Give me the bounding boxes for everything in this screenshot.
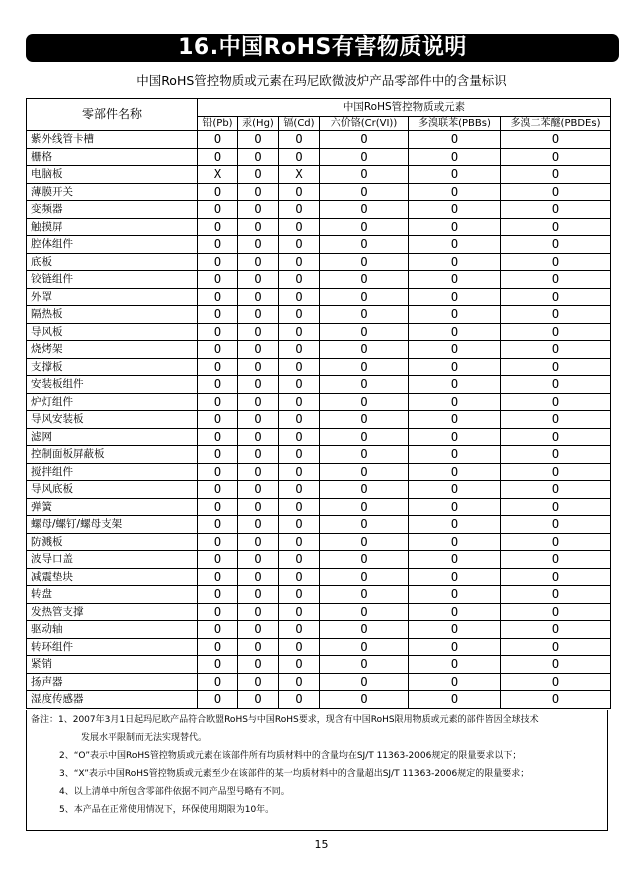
- substance-mark-cell: O: [279, 463, 320, 481]
- substance-mark-cell: O: [198, 341, 238, 359]
- table-row: [27, 376, 611, 394]
- substance-mark-cell: O: [279, 183, 320, 201]
- page-title: 16.中国RoHS有害物质说明: [178, 35, 467, 60]
- part-name-cell: 薄膜开关: [27, 183, 198, 201]
- substance-mark-cell: O: [198, 516, 238, 534]
- substance-mark-cell: O: [409, 481, 501, 499]
- substance-mark-cell: O: [409, 498, 501, 516]
- table-row: [27, 428, 611, 446]
- substance-mark-cell: O: [279, 603, 320, 621]
- substance-mark-cell: O: [238, 358, 279, 376]
- part-name-cell: 导风安装板: [27, 411, 198, 429]
- substance-mark-cell: O: [198, 656, 238, 674]
- substance-mark-cell: O: [320, 481, 409, 499]
- substance-mark-cell: O: [320, 428, 409, 446]
- substance-mark-cell: O: [501, 166, 611, 184]
- substance-mark-cell: O: [409, 183, 501, 201]
- substance-mark-cell: O: [501, 516, 611, 534]
- substance-mark-cell: O: [279, 358, 320, 376]
- substance-mark-cell: O: [198, 201, 238, 219]
- substance-mark-cell: O: [320, 166, 409, 184]
- substance-mark-cell: O: [198, 446, 238, 464]
- substance-mark-cell: O: [238, 446, 279, 464]
- substance-mark-cell: O: [279, 551, 320, 569]
- substance-mark-cell: O: [279, 673, 320, 691]
- substance-mark-cell: O: [409, 621, 501, 639]
- substance-mark-cell: O: [198, 271, 238, 289]
- table-row: [27, 516, 611, 534]
- substance-mark-cell: O: [409, 568, 501, 586]
- substance-mark-cell: O: [320, 148, 409, 166]
- substance-mark-cell: O: [320, 551, 409, 569]
- substance-mark-cell: O: [238, 656, 279, 674]
- part-name-cell: 扬声器: [27, 673, 198, 691]
- substance-mark-cell: O: [409, 358, 501, 376]
- part-name-cell: 外罩: [27, 288, 198, 306]
- part-name-cell: 螺母/螺钉/螺母支架: [27, 516, 198, 534]
- note-line-5: 5、本产品在正常使用情况下，环保使用期限为10年。: [59, 805, 275, 815]
- substance-mark-cell: O: [279, 218, 320, 236]
- part-name-cell: 底板: [27, 253, 198, 271]
- table-row: [27, 603, 611, 621]
- substance-mark-cell: O: [238, 498, 279, 516]
- substance-mark-cell: O: [501, 253, 611, 271]
- substance-mark-cell: O: [501, 306, 611, 324]
- substance-mark-cell: O: [320, 236, 409, 254]
- column-header: 多溴联苯(PBBs): [409, 117, 501, 131]
- substance-mark-cell: O: [409, 131, 501, 149]
- substance-mark-cell: O: [238, 253, 279, 271]
- substance-mark-cell: O: [198, 236, 238, 254]
- substance-mark-cell: O: [320, 516, 409, 534]
- part-name-cell: 隔热板: [27, 306, 198, 324]
- substance-mark-cell: O: [238, 673, 279, 691]
- substance-mark-cell: O: [501, 218, 611, 236]
- substance-mark-cell: O: [198, 638, 238, 656]
- part-name-cell: 转盘: [27, 586, 198, 604]
- table-row: [27, 463, 611, 481]
- page-number: 15: [314, 838, 329, 851]
- substance-mark-cell: O: [238, 148, 279, 166]
- substance-mark-cell: O: [409, 516, 501, 534]
- table-row: [27, 358, 611, 376]
- substance-mark-cell: O: [198, 551, 238, 569]
- part-name-cell: 导风板: [27, 323, 198, 341]
- substance-mark-cell: O: [198, 603, 238, 621]
- table-row: [27, 131, 611, 149]
- substance-mark-cell: O: [238, 586, 279, 604]
- substance-mark-cell: O: [320, 498, 409, 516]
- table-row: [27, 236, 611, 254]
- part-name-cell: 腔体组件: [27, 236, 198, 254]
- substance-mark-cell: X: [279, 166, 320, 184]
- table-row: [27, 673, 611, 691]
- substance-mark-cell: O: [409, 673, 501, 691]
- substance-mark-cell: O: [501, 393, 611, 411]
- substance-mark-cell: O: [501, 533, 611, 551]
- substance-mark-cell: O: [198, 253, 238, 271]
- substance-mark-cell: O: [238, 306, 279, 324]
- substance-mark-cell: O: [501, 498, 611, 516]
- part-name-cell: 防溅板: [27, 533, 198, 551]
- substance-mark-cell: O: [279, 428, 320, 446]
- note-line-1: 备注：1、2007年3月1日起玛尼欧产品符合欧盟RoHS与中国RoHS要求，现含有中国RoHS限用物质或元素的部件皆因全球技术: [31, 715, 539, 725]
- part-name-cell: 滤网: [27, 428, 198, 446]
- part-name-cell: 发热管支撑: [27, 603, 198, 621]
- table-row: [27, 533, 611, 551]
- substance-mark-cell: O: [501, 446, 611, 464]
- substance-mark-cell: O: [279, 148, 320, 166]
- substance-mark-cell: O: [320, 201, 409, 219]
- part-name-cell: 波导口盖: [27, 551, 198, 569]
- rohs-table: [26, 98, 611, 709]
- substance-mark-cell: O: [198, 673, 238, 691]
- substance-mark-cell: O: [409, 218, 501, 236]
- table-row: [27, 411, 611, 429]
- table-row: [27, 201, 611, 219]
- part-name-cell: 铰链组件: [27, 271, 198, 289]
- substance-mark-cell: O: [320, 621, 409, 639]
- substance-mark-cell: O: [501, 603, 611, 621]
- substance-mark-cell: O: [238, 393, 279, 411]
- substance-mark-cell: O: [409, 288, 501, 306]
- table-row: [27, 271, 611, 289]
- part-name-cell: 栅格: [27, 148, 198, 166]
- substance-mark-cell: O: [238, 621, 279, 639]
- note-line-1-cont: 发展水平限制而无法实现替代。: [81, 733, 208, 743]
- substance-mark-cell: O: [320, 341, 409, 359]
- substance-mark-cell: O: [238, 568, 279, 586]
- substance-mark-cell: O: [198, 586, 238, 604]
- substance-mark-cell: O: [320, 306, 409, 324]
- note-line-2: 2、“O”表示中国RoHS管控物质或元素在该部件所有均质材料中的含量均在SJ/T 11363-2006规定的限量要求以下；: [59, 751, 522, 761]
- column-header: 多溴二苯醚(PBDEs): [501, 117, 611, 131]
- substance-mark-cell: O: [320, 323, 409, 341]
- table-row: [27, 218, 611, 236]
- substance-mark-cell: O: [320, 603, 409, 621]
- column-header: 铅(Pb): [198, 117, 238, 131]
- substance-mark-cell: O: [279, 621, 320, 639]
- substance-mark-cell: O: [501, 288, 611, 306]
- substance-mark-cell: O: [501, 621, 611, 639]
- column-header: 六价铬(Cr(VI)): [320, 117, 409, 131]
- substance-mark-cell: O: [198, 621, 238, 639]
- substance-mark-cell: O: [198, 288, 238, 306]
- substance-mark-cell: O: [320, 271, 409, 289]
- table-row: [27, 568, 611, 586]
- substance-mark-cell: O: [409, 341, 501, 359]
- substance-mark-cell: O: [501, 586, 611, 604]
- substance-mark-cell: X: [198, 166, 238, 184]
- part-name-cell: 转环组件: [27, 638, 198, 656]
- table-row: [27, 288, 611, 306]
- substance-mark-cell: O: [198, 463, 238, 481]
- note-line-4: 4、以上清单中所包含零部件依据不同产品型号略有不同。: [59, 787, 290, 797]
- substance-mark-cell: O: [238, 463, 279, 481]
- substance-mark-cell: O: [320, 691, 409, 709]
- substance-mark-cell: O: [409, 306, 501, 324]
- substance-mark-cell: O: [320, 393, 409, 411]
- substance-mark-cell: O: [409, 586, 501, 604]
- substance-mark-cell: O: [409, 201, 501, 219]
- substance-mark-cell: O: [198, 411, 238, 429]
- substance-mark-cell: O: [279, 691, 320, 709]
- substance-mark-cell: O: [320, 446, 409, 464]
- substance-mark-cell: O: [320, 656, 409, 674]
- table-row: [27, 306, 611, 324]
- column-header: 汞(Hg): [238, 117, 279, 131]
- substance-mark-cell: O: [320, 586, 409, 604]
- substance-mark-cell: O: [501, 236, 611, 254]
- notes-box: [26, 710, 608, 831]
- table-row: [27, 341, 611, 359]
- substance-mark-cell: O: [409, 533, 501, 551]
- substance-mark-cell: O: [320, 568, 409, 586]
- substance-mark-cell: O: [501, 183, 611, 201]
- substance-mark-cell: O: [238, 638, 279, 656]
- substance-mark-cell: O: [501, 341, 611, 359]
- substance-mark-cell: O: [279, 288, 320, 306]
- substance-mark-cell: O: [320, 288, 409, 306]
- substance-mark-cell: O: [501, 673, 611, 691]
- substance-mark-cell: O: [501, 323, 611, 341]
- substance-mark-cell: O: [238, 236, 279, 254]
- substance-mark-cell: O: [279, 306, 320, 324]
- substance-mark-cell: O: [238, 201, 279, 219]
- part-name-cell: 电脑板: [27, 166, 198, 184]
- substance-mark-cell: O: [279, 393, 320, 411]
- table-row: [27, 446, 611, 464]
- substance-mark-cell: O: [279, 271, 320, 289]
- substance-mark-cell: O: [198, 691, 238, 709]
- substance-mark-cell: O: [501, 201, 611, 219]
- substance-mark-cell: O: [198, 218, 238, 236]
- substance-mark-cell: O: [501, 131, 611, 149]
- substance-mark-cell: O: [279, 236, 320, 254]
- substance-mark-cell: O: [320, 131, 409, 149]
- substance-mark-cell: O: [409, 236, 501, 254]
- table-row: [27, 586, 611, 604]
- substance-mark-cell: O: [320, 358, 409, 376]
- substance-mark-cell: O: [320, 376, 409, 394]
- substance-mark-cell: O: [238, 288, 279, 306]
- substance-mark-cell: O: [279, 201, 320, 219]
- substance-mark-cell: O: [238, 376, 279, 394]
- substance-mark-cell: O: [279, 638, 320, 656]
- substance-mark-cell: O: [238, 691, 279, 709]
- table-row: [27, 551, 611, 569]
- substance-mark-cell: O: [279, 586, 320, 604]
- substance-mark-cell: O: [320, 253, 409, 271]
- part-name-cell: 弹簧: [27, 498, 198, 516]
- substance-mark-cell: O: [198, 533, 238, 551]
- substance-mark-cell: O: [238, 533, 279, 551]
- substance-mark-cell: O: [501, 411, 611, 429]
- substance-mark-cell: O: [501, 691, 611, 709]
- substance-mark-cell: O: [198, 376, 238, 394]
- substance-mark-cell: O: [409, 691, 501, 709]
- substance-mark-cell: O: [198, 481, 238, 499]
- part-name-header: 零部件名称: [27, 99, 198, 131]
- substance-mark-cell: O: [320, 183, 409, 201]
- part-name-cell: 驱动轴: [27, 621, 198, 639]
- note-line-3: 3、“X”表示中国RoHS管控物质或元素至少在该部件的某一均质材料中的含量超出SJ/T 11363-2006规定的限量要求；: [59, 769, 530, 779]
- part-name-cell: 变频器: [27, 201, 198, 219]
- substance-mark-cell: O: [198, 306, 238, 324]
- substance-mark-cell: O: [279, 656, 320, 674]
- substance-mark-cell: O: [279, 481, 320, 499]
- table-row: [27, 638, 611, 656]
- substance-mark-cell: O: [409, 393, 501, 411]
- substance-mark-cell: O: [198, 183, 238, 201]
- table-row: [27, 148, 611, 166]
- substance-mark-cell: O: [238, 551, 279, 569]
- substance-mark-cell: O: [501, 551, 611, 569]
- part-name-cell: 炉灯组件: [27, 393, 198, 411]
- rohs-table-wrap: [26, 98, 610, 709]
- substance-mark-cell: O: [409, 376, 501, 394]
- substance-group-header: 中国RoHS管控物质或元素: [198, 99, 611, 117]
- substance-mark-cell: O: [198, 428, 238, 446]
- substance-mark-cell: O: [238, 411, 279, 429]
- substance-mark-cell: O: [409, 656, 501, 674]
- substance-mark-cell: O: [409, 428, 501, 446]
- substance-mark-cell: O: [501, 358, 611, 376]
- substance-mark-cell: O: [501, 148, 611, 166]
- part-name-cell: 控制面板屏蔽板: [27, 446, 198, 464]
- substance-mark-cell: O: [409, 323, 501, 341]
- table-row: [27, 323, 611, 341]
- substance-mark-cell: O: [501, 481, 611, 499]
- substance-mark-cell: O: [501, 638, 611, 656]
- substance-mark-cell: O: [409, 463, 501, 481]
- substance-mark-cell: O: [279, 376, 320, 394]
- substance-mark-cell: O: [198, 393, 238, 411]
- table-row: [27, 166, 611, 184]
- substance-mark-cell: O: [238, 516, 279, 534]
- table-row: [27, 498, 611, 516]
- part-name-cell: 烧烤架: [27, 341, 198, 359]
- substance-mark-cell: O: [409, 551, 501, 569]
- substance-mark-cell: O: [279, 253, 320, 271]
- part-name-cell: 支撑板: [27, 358, 198, 376]
- subtitle: 中国RoHS管控物质或元素在玛尼欧微波炉产品零部件中的含量标识: [136, 73, 507, 88]
- substance-mark-cell: O: [198, 131, 238, 149]
- substance-mark-cell: O: [320, 673, 409, 691]
- substance-mark-cell: O: [238, 603, 279, 621]
- substance-mark-cell: O: [238, 218, 279, 236]
- substance-mark-cell: O: [279, 568, 320, 586]
- substance-mark-cell: O: [198, 323, 238, 341]
- substance-mark-cell: O: [279, 533, 320, 551]
- substance-mark-cell: O: [501, 463, 611, 481]
- substance-mark-cell: O: [501, 656, 611, 674]
- substance-mark-cell: O: [320, 411, 409, 429]
- table-row: [27, 691, 611, 709]
- table-row: [27, 183, 611, 201]
- substance-mark-cell: O: [409, 603, 501, 621]
- substance-mark-cell: O: [198, 358, 238, 376]
- substance-mark-cell: O: [501, 428, 611, 446]
- substance-mark-cell: O: [320, 218, 409, 236]
- part-name-cell: 湿度传感器: [27, 691, 198, 709]
- substance-mark-cell: O: [198, 568, 238, 586]
- table-row: [27, 481, 611, 499]
- substance-mark-cell: O: [198, 148, 238, 166]
- part-name-cell: 紧销: [27, 656, 198, 674]
- substance-mark-cell: O: [279, 411, 320, 429]
- substance-mark-cell: O: [279, 131, 320, 149]
- substance-mark-cell: O: [279, 446, 320, 464]
- substance-mark-cell: O: [501, 568, 611, 586]
- substance-mark-cell: O: [320, 533, 409, 551]
- column-header: 镉(Cd): [279, 117, 320, 131]
- substance-mark-cell: O: [501, 271, 611, 289]
- substance-mark-cell: O: [279, 516, 320, 534]
- substance-mark-cell: O: [409, 166, 501, 184]
- substance-mark-cell: O: [409, 411, 501, 429]
- substance-mark-cell: O: [409, 638, 501, 656]
- substance-mark-cell: O: [238, 323, 279, 341]
- substance-mark-cell: O: [320, 638, 409, 656]
- substance-mark-cell: O: [279, 341, 320, 359]
- table-row: [27, 656, 611, 674]
- part-name-cell: 导风底板: [27, 481, 198, 499]
- substance-mark-cell: O: [198, 498, 238, 516]
- substance-mark-cell: O: [409, 253, 501, 271]
- substance-mark-cell: O: [320, 463, 409, 481]
- substance-mark-cell: O: [279, 498, 320, 516]
- table-row: [27, 253, 611, 271]
- substance-mark-cell: O: [409, 148, 501, 166]
- substance-mark-cell: O: [238, 183, 279, 201]
- part-name-cell: 紫外线管卡槽: [27, 131, 198, 149]
- substance-mark-cell: O: [238, 481, 279, 499]
- substance-mark-cell: O: [409, 271, 501, 289]
- part-name-cell: 安装板组件: [27, 376, 198, 394]
- substance-mark-cell: O: [238, 131, 279, 149]
- table-row: [27, 393, 611, 411]
- substance-mark-cell: O: [238, 428, 279, 446]
- substance-mark-cell: O: [501, 376, 611, 394]
- part-name-cell: 搅拌组件: [27, 463, 198, 481]
- table-row: [27, 621, 611, 639]
- substance-mark-cell: O: [238, 271, 279, 289]
- substance-mark-cell: O: [238, 341, 279, 359]
- substance-mark-cell: O: [279, 323, 320, 341]
- substance-mark-cell: O: [238, 166, 279, 184]
- part-name-cell: 减震垫块: [27, 568, 198, 586]
- substance-mark-cell: O: [409, 446, 501, 464]
- part-name-cell: 触摸屏: [27, 218, 198, 236]
- title-bar: [26, 34, 619, 62]
